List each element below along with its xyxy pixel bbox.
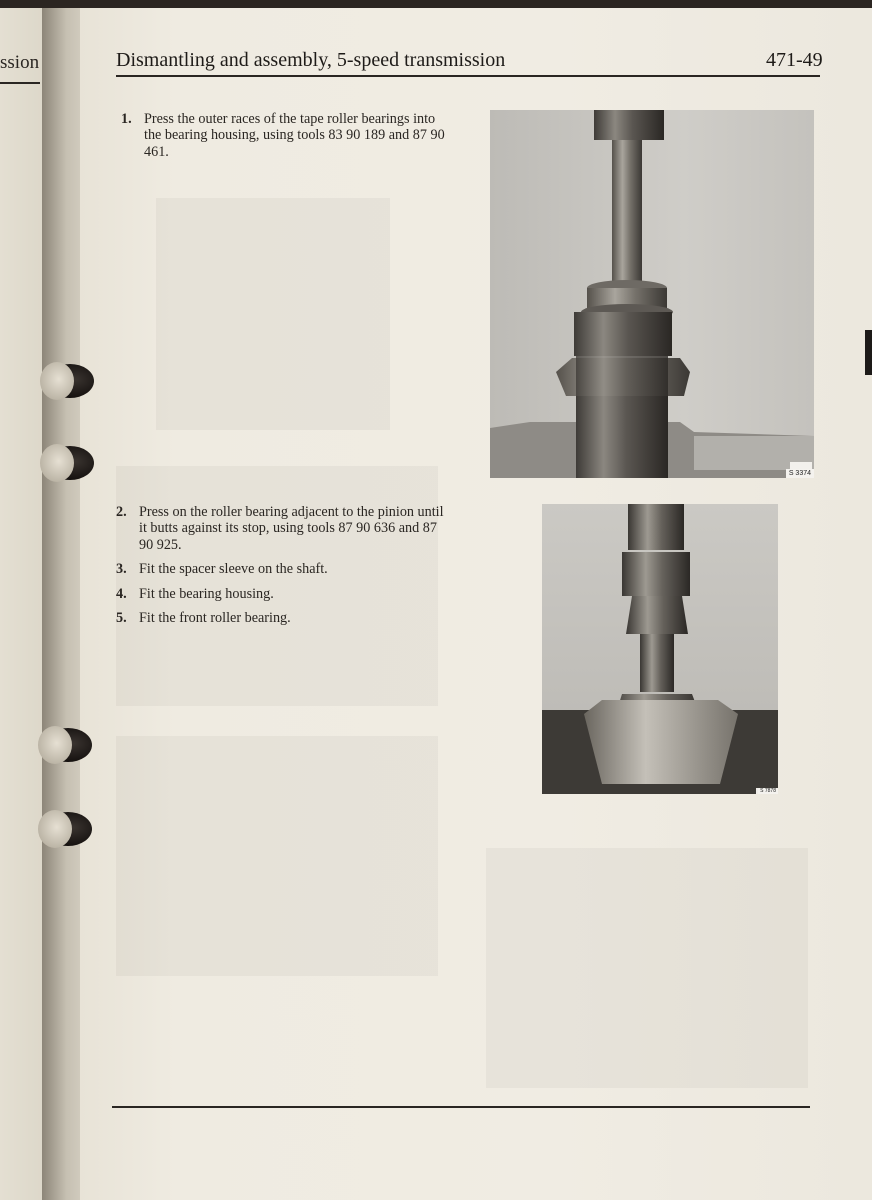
binder-hole xyxy=(46,364,94,398)
header-rule xyxy=(116,75,820,77)
step-item xyxy=(117,111,449,160)
step-text: Fit the spacer sleeve on the shaft. xyxy=(139,561,328,578)
show-through-image xyxy=(116,736,438,976)
page-number: 471-49 xyxy=(766,49,823,71)
binder-hole xyxy=(46,446,94,480)
figure-code: S 3374 xyxy=(786,469,814,478)
photo-pinion-shaft xyxy=(542,504,778,794)
step-item xyxy=(112,610,444,626)
step-number: 3. xyxy=(116,561,127,578)
step-item xyxy=(112,561,444,577)
step-number: 1. xyxy=(121,111,132,127)
step-text: Press on the roller bearing adjacent to the pinion until it butts against its stop, using tools 87 90 636 and 87 90 925. xyxy=(139,504,444,553)
binder-hole xyxy=(44,812,92,846)
step-item xyxy=(112,586,444,602)
section-tab-marker xyxy=(865,330,872,375)
step-number: 5. xyxy=(116,610,127,627)
steps-list-2 xyxy=(112,504,444,634)
bearing-housing-illustration xyxy=(490,110,814,478)
previous-page-header: ssion xyxy=(0,52,40,73)
steps-list-1 xyxy=(117,111,449,168)
binder-hole xyxy=(44,728,92,762)
figure-code: S 7878 xyxy=(760,788,776,794)
step-text: Fit the bearing housing. xyxy=(139,585,274,602)
photo-bearing-housing xyxy=(490,110,814,478)
previous-page-rule xyxy=(0,82,40,84)
step-text: Fit the front roller bearing. xyxy=(139,610,291,627)
show-through-image xyxy=(486,848,808,1088)
show-through-image xyxy=(156,198,390,430)
step-number: 2. xyxy=(116,504,127,520)
page-title: Dismantling and assembly, 5-speed transmission xyxy=(116,49,506,71)
footer-rule xyxy=(112,1106,810,1108)
step-text: Press the outer races of the tape roller bearings into the bearing housing, using tools 83 90 189 and 87 90 461. xyxy=(144,111,445,160)
pinion-shaft-illustration xyxy=(542,504,778,794)
step-number: 4. xyxy=(116,585,127,602)
step-item xyxy=(112,504,444,553)
